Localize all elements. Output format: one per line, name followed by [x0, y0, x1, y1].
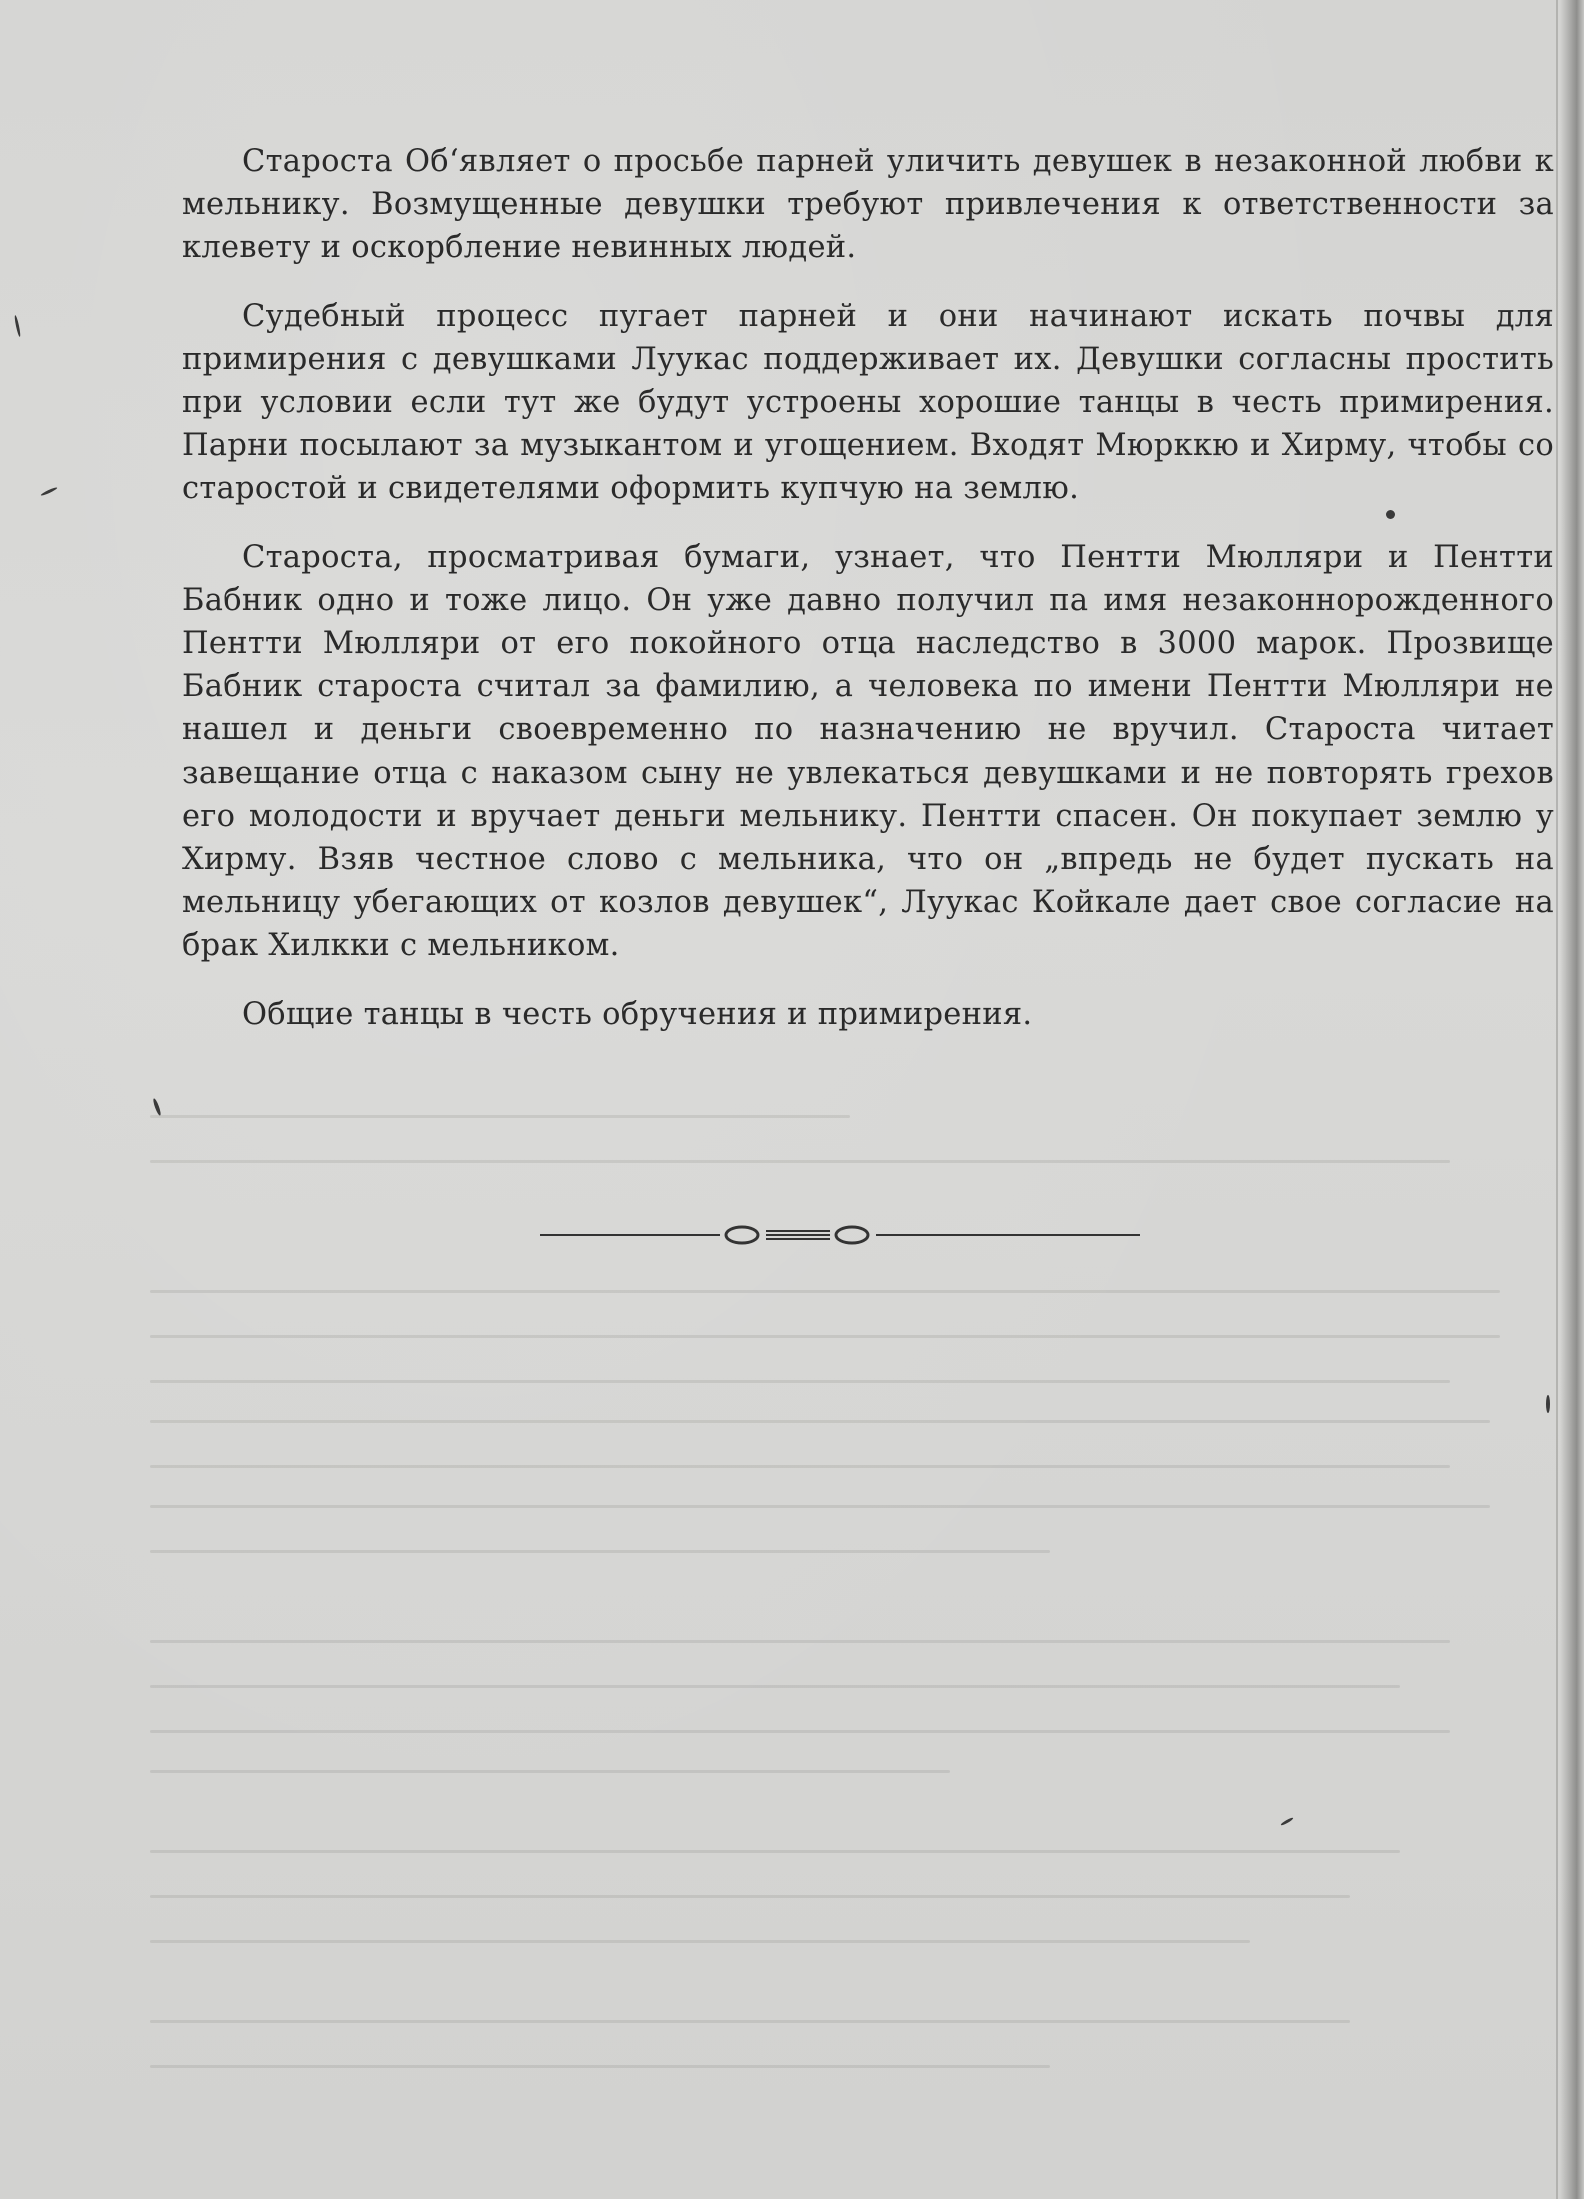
page-edge-line — [1556, 0, 1558, 2199]
bleed-through-line — [150, 1940, 1250, 1943]
decorative-rule-ornament — [540, 1217, 1140, 1257]
bleed-through-line — [150, 1160, 1450, 1163]
bleed-through-line — [150, 1850, 1400, 1853]
bleed-through-line — [150, 1730, 1450, 1733]
ink-speck — [1546, 1395, 1550, 1413]
ink-speck — [1280, 1817, 1294, 1827]
paragraph: Судебный процесс пугает парней и они начинают искать почвы для примирения с девушками Луукас поддерживает их. Девушки согласны простить при условии если тут же будут устроены хорошие танцы в честь примирения. Парни посылают за музыкантом и угощением. Входят Мюрккю и Хирму, чтобы со старостой и свидетелями оформить купчую на землю. — [182, 298, 1554, 507]
bleed-through-line — [150, 1290, 1500, 1293]
bleed-through-line — [150, 1115, 850, 1118]
paragraph: Общие танцы в честь обручения и примирения. — [242, 996, 1033, 1032]
ink-speck — [40, 486, 58, 496]
bleed-through-line — [150, 2020, 1350, 2023]
bleed-through-line — [150, 1335, 1500, 1338]
bleed-through-line — [150, 1550, 1050, 1553]
paragraph: Староста Об‘являет о просьбе парней уличить девушек в незаконной любви к мельнику. Возмущенные девушки требуют привлечения к ответственности за клевету и оскорбление невинных людей. — [182, 144, 1554, 266]
bleed-through-line — [150, 1770, 950, 1773]
paragraph: Староста, просматривая бумаги, узнает, что Пентти Мюлляри и Пентти Бабник одно и тоже лицо. Он уже давно получил па имя незаконнорожденного Пентти Мюлляри от его покойного отца наследство в 3000 марок. Прозвище Бабник староста считал за фамилию, а человека по имени Пентти Мюлляри не нашел и деньги своевременно по назначению не вручил. Староста читает завещание отца с наказом сыну не увлекаться девушками и не повторять грехов его молодости и вручает деньги мельнику. Пентти спасен. Он покупает землю у Хирму. Взяв честное слово с мельника, что он „впредь не будет пускать на мельницу убегающих от козлов девушек“, Луукас Койкале дает свое согласие на брак Хилкки с мельником. — [182, 539, 1554, 964]
bleed-through-line — [150, 1380, 1450, 1383]
bleed-through-line — [150, 1685, 1400, 1688]
ink-speck — [14, 315, 22, 337]
bleed-through-line — [150, 1465, 1450, 1468]
ink-speck — [152, 1098, 162, 1116]
page-edge-shadow — [1560, 0, 1584, 2199]
bleed-through-line — [150, 1640, 1450, 1643]
bleed-through-line — [150, 2065, 1050, 2068]
bleed-through-line — [150, 1505, 1490, 1508]
bleed-through-line — [150, 1420, 1490, 1423]
body-text — [182, 140, 1554, 1061]
bleed-through-line — [150, 1895, 1350, 1898]
